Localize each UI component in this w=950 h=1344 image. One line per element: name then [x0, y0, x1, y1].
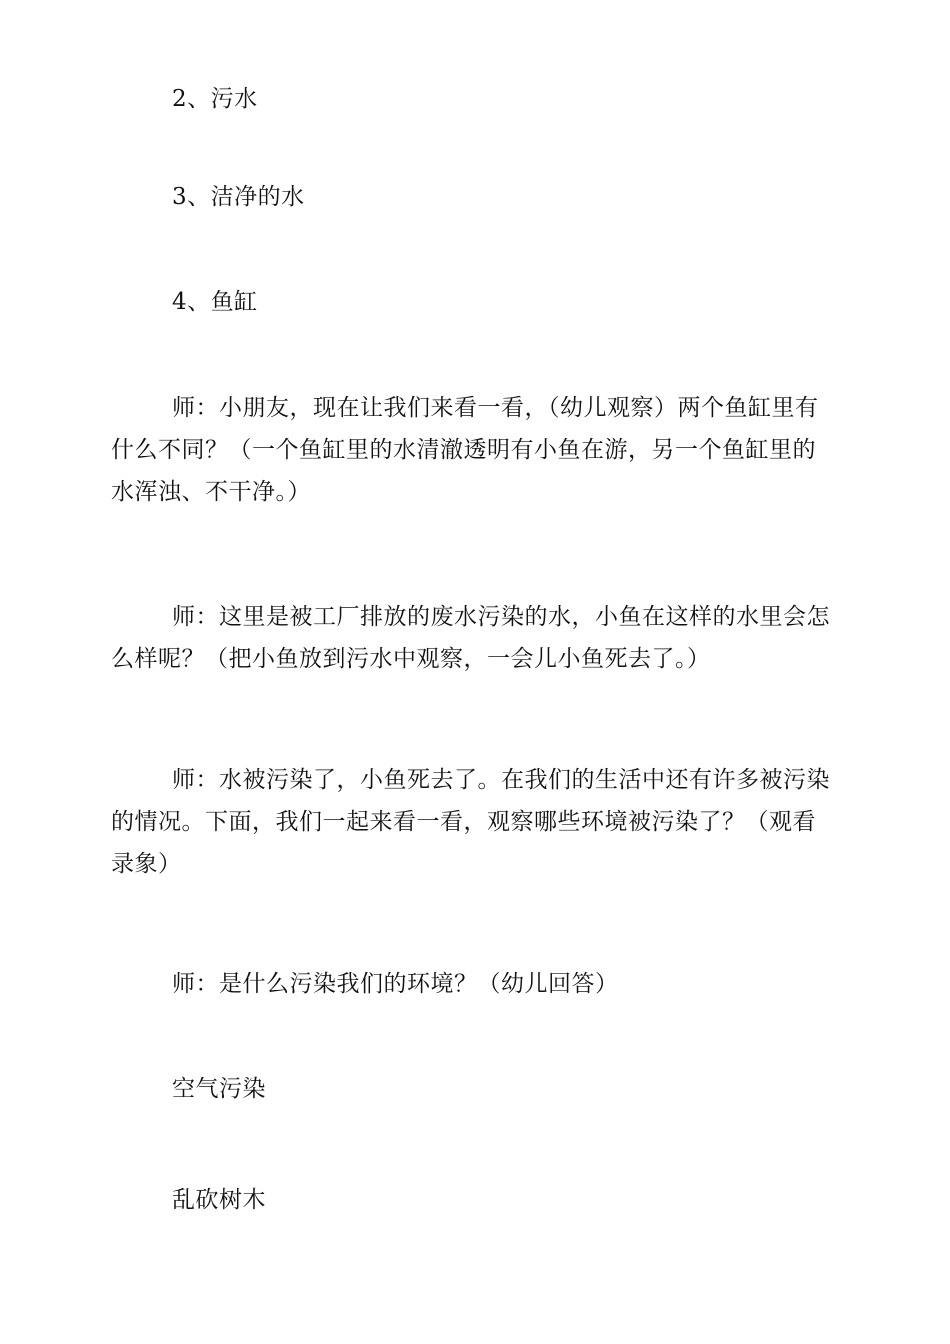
paragraph-observe-tanks: 师：小朋友，现在让我们来看一看，（幼儿观察）两个鱼缸里有什么不同？（一个鱼缸里的水清澈透明有小鱼在游，另一个鱼缸里的水浑浊、不干净。）	[111, 395, 819, 505]
list-item-clean-water: 3、洁净的水	[172, 184, 305, 210]
list-item-sewage: 2、污水	[172, 86, 258, 112]
paragraph-question: 师：是什么污染我们的环境？（幼儿回答）	[172, 971, 619, 997]
paragraph-pollution-situations: 师：水被污染了，小鱼死去了。在我们的生活中还有许多被污染的情况。下面，我们一起来看一看，观察哪些环境被污染了？（观看录象）	[111, 767, 830, 877]
list-item-fish-tank: 4、鱼缸	[172, 289, 258, 315]
item-deforestation: 乱砍树木	[172, 1187, 266, 1213]
item-air-pollution: 空气污染	[172, 1076, 266, 1102]
paragraph-polluted-water: 师：这里是被工厂排放的废水污染的水，小鱼在这样的水里会怎么样呢？（把小鱼放到污水中观察，一会儿小鱼死去了。）	[111, 604, 830, 672]
